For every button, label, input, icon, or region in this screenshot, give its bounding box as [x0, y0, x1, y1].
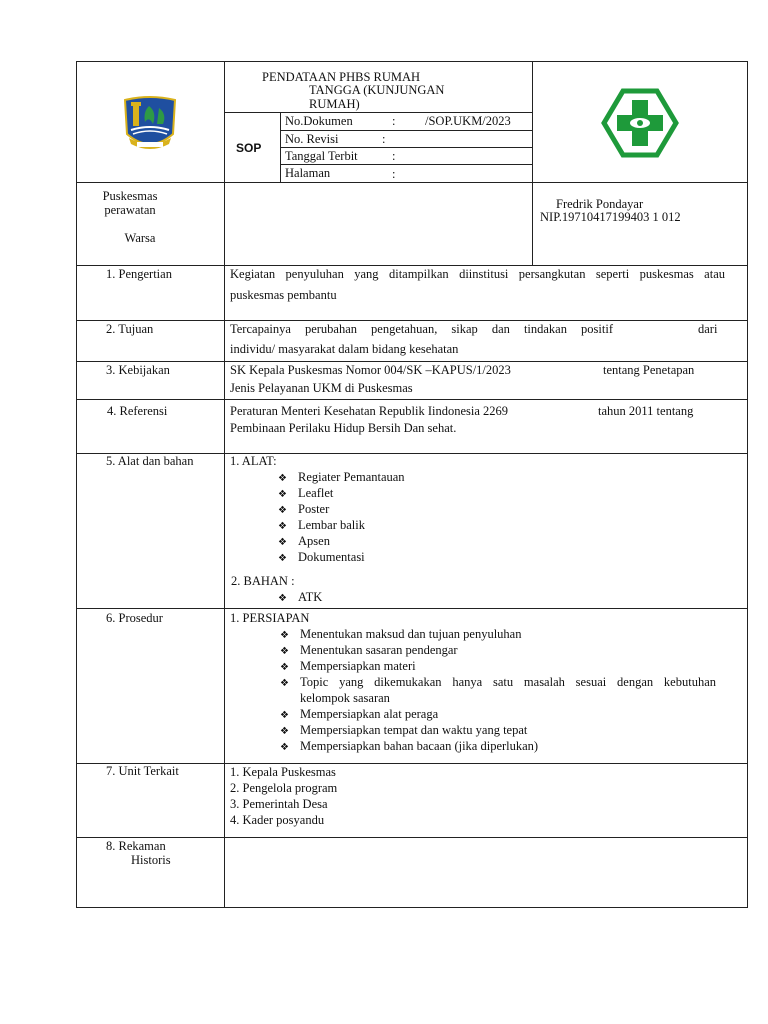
section-rekaman-label-line-2: Historis [131, 853, 171, 867]
list-item: ❖ Mempersiapkan bahan bacaan (jika diperlukan) [280, 738, 538, 756]
section-unit-label: 7. Unit Terkait [106, 764, 179, 778]
list-item: ❖ Topic yang dikemukakan hanya satu masalah sesuai dengan kebutuhan [280, 674, 720, 692]
list-item: ❖ Mempersiapkan tempat dan waktu yang tepat [280, 722, 527, 740]
revision-label: No. Revisi [285, 132, 339, 146]
signer-name: Fredrik Pondayar [556, 197, 644, 211]
list-item: 4. Kader posyandu [230, 813, 325, 827]
org-line-2: perawatan [104, 203, 156, 217]
kebijakan-text-line-1: SK Kepala Puskesmas Nomor 004/SK –KAPUS/1/2023 [230, 363, 511, 377]
list-item: ❖ Leaflet [278, 485, 333, 503]
prosedur-heading: 1. PERSIAPAN [230, 611, 310, 625]
pengertian-text-line-2: puskesmas pembantu [230, 288, 337, 302]
list-item: ❖ Menentukan sasaran pendengar [280, 642, 458, 660]
list-item: ❖ Mempersiapkan alat peraga [280, 706, 438, 724]
bullet-icon: ❖ [278, 473, 287, 484]
section-tujuan-label: 2. Tujuan [106, 322, 154, 336]
list-item-continuation: kelompok sasaran [300, 691, 390, 705]
bullet-icon: ❖ [278, 505, 287, 516]
org-line-3: Warsa [124, 231, 156, 245]
section-rekaman-label-line-1: 8. Rekaman [106, 839, 166, 853]
bullet-icon: ❖ [280, 662, 289, 673]
issue-date-sep: : [392, 149, 396, 163]
tujuan-text-line-1-end: dari [698, 322, 718, 336]
list-item: ❖ Poster [278, 501, 329, 519]
list-item: 2. Pengelola program [230, 781, 338, 795]
bullet-icon: ❖ [278, 537, 287, 548]
title-line-1: PENDATAAN PHBS RUMAH [262, 70, 421, 84]
bullet-icon: ❖ [280, 678, 289, 689]
signer-nip: NIP.19710417199403 1 012 [540, 210, 681, 224]
bullet-icon: ❖ [280, 710, 289, 721]
referensi-text-line-1-end: tahun 2011 tentang [598, 404, 694, 418]
list-item: ❖ Menentukan maksud dan tujuan penyuluhan [280, 626, 521, 644]
page-sep: : [392, 167, 396, 181]
bullet-icon: ❖ [280, 726, 289, 737]
tujuan-text-line-1: Tercapainya perubahan pengetahuan, sikap dan tindakan positif [230, 322, 613, 336]
tujuan-text-line-2: individu/ masyarakat dalam bidang kesehatan [230, 342, 459, 356]
list-item: ❖ Apsen [278, 533, 330, 551]
referensi-text-line-2: Pembinaan Perilaku Hidup Bersih Dan sehat. [230, 421, 457, 435]
title-line-2: TANGGA (KUNJUNGAN [309, 83, 445, 97]
page-label: Halaman [285, 166, 331, 180]
issue-date-label: Tanggal Terbit [285, 149, 358, 163]
bullet-icon: ❖ [280, 742, 289, 753]
alat-heading: 1. ALAT: [230, 454, 277, 468]
doc-number-label: No.Dokumen [285, 114, 353, 128]
puskesmas-logo [601, 88, 679, 158]
list-item: ❖ ATK [278, 589, 322, 607]
list-item: 3. Pemerintah Desa [230, 797, 328, 811]
bullet-icon: ❖ [278, 593, 287, 604]
title-line-3: RUMAH) [309, 97, 360, 111]
bullet-icon: ❖ [278, 553, 287, 564]
org-line-1: Puskesmas [102, 189, 158, 203]
sop-label: SOP [236, 141, 262, 155]
doc-number-sep: : [392, 114, 396, 128]
list-item: ❖ Lembar balik [278, 517, 365, 535]
kebijakan-text-line-2: Jenis Pelayanan UKM di Puskesmas [230, 381, 413, 395]
section-prosedur-label: 6. Prosedur [106, 611, 163, 625]
referensi-text-line-1: Peraturan Menteri Kesehatan Republik Iindonesia 2269 [230, 404, 509, 418]
section-referensi-label: 4. Referensi [107, 404, 168, 418]
pengertian-text-line-1: Kegiatan penyuluhan yang ditampilkan diinstitusi persangkutan seperti puskesmas atau [230, 267, 725, 281]
bahan-heading: 2. BAHAN : [231, 574, 295, 588]
bullet-icon: ❖ [280, 646, 289, 657]
section-pengertian-label: 1. Pengertian [106, 267, 172, 281]
bullet-icon: ❖ [280, 630, 289, 641]
list-item: 1. Kepala Puskesmas [230, 765, 336, 779]
section-alat-label: 5. Alat dan bahan [106, 454, 194, 468]
list-item: ❖ Dokumentasi [278, 549, 365, 567]
doc-number-value: /SOP.UKM/2023 [425, 114, 511, 128]
list-item: ❖ Mempersiapkan materi [280, 658, 416, 676]
bullet-icon: ❖ [278, 489, 287, 500]
list-item: ❖ Regiater Pemantauan [278, 469, 405, 487]
revision-sep: : [382, 132, 386, 146]
bullet-icon: ❖ [278, 521, 287, 532]
regional-emblem-logo [119, 94, 181, 156]
kebijakan-text-line-1-end: tentang Penetapan [603, 363, 695, 377]
section-kebijakan-label: 3. Kebijakan [106, 363, 170, 377]
